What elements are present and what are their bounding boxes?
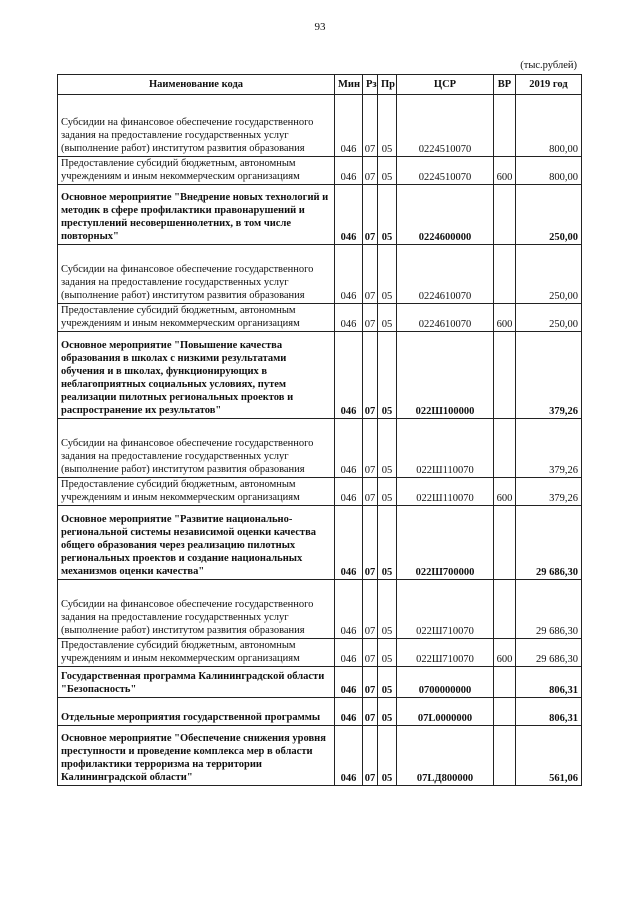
cell-amount: 379,26	[516, 332, 582, 419]
cell-csr: 0224610070	[397, 304, 494, 332]
row-label: Основное мероприятие "Повышение качества образования в школах с низкими результатами обучения и в школах, функционирующих в неблагоприятных социальных условиях, путем реализации пилотных региональных проектов и распространение их результатов"	[61, 340, 294, 416]
page-number: 93	[314, 21, 326, 33]
cell-csr: 022Ш110070	[397, 478, 494, 506]
row-label: Предоставление субсидий бюджетным, автономным учреждениям и иным некоммерческим организациям	[61, 305, 300, 329]
cell-name	[58, 332, 335, 419]
row-label: Предоставление субсидий бюджетным, автономным учреждениям и иным некоммерческим организациям	[61, 640, 300, 664]
row-label: Основное мероприятие "Обеспечение снижения уровня преступности и проведение комплекса мер в области профилактики терроризма на территории Калининградской области"	[61, 733, 326, 783]
row-label: Основное мероприятие "Внедрение новых технологий и методик в сфере профилактики правонарушений и преступлений несовершеннолетних, в том числе повторных"	[61, 192, 329, 242]
cell-rz: 07	[363, 639, 378, 667]
cell-amount: 250,00	[516, 185, 582, 245]
cell-csr: 07L0000000	[397, 698, 494, 726]
row-label: Предоставление субсидий бюджетным, автономным учреждениям и иным некоммерческим организациям	[61, 479, 300, 503]
cell-name	[58, 698, 335, 726]
cell-pr: 05	[378, 726, 397, 786]
cell-amount: 561,06	[516, 726, 582, 786]
cell-vr	[494, 698, 516, 726]
cell-pr: 05	[378, 639, 397, 667]
cell-min: 046	[335, 726, 363, 786]
cell-amount: 250,00	[516, 304, 582, 332]
cell-pr: 05	[378, 185, 397, 245]
cell-csr: 022Ш100000	[397, 332, 494, 419]
cell-min: 046	[335, 478, 363, 506]
cell-min: 046	[335, 332, 363, 419]
cell-min: 046	[335, 580, 363, 639]
cell-pr: 05	[378, 698, 397, 726]
cell-amount: 29 686,30	[516, 580, 582, 639]
cell-csr: 022Ш110070	[397, 419, 494, 478]
cell-rz: 07	[363, 478, 378, 506]
column-header-csr: ЦСР	[397, 75, 494, 95]
cell-vr	[494, 245, 516, 304]
cell-vr	[494, 580, 516, 639]
cell-name	[58, 157, 335, 185]
cell-csr: 022Ш700000	[397, 506, 494, 580]
cell-amount: 806,31	[516, 698, 582, 726]
cell-pr: 05	[378, 245, 397, 304]
cell-pr: 05	[378, 667, 397, 698]
cell-min: 046	[335, 506, 363, 580]
cell-rz: 07	[363, 506, 378, 580]
cell-amount: 806,31	[516, 667, 582, 698]
table-row	[58, 698, 582, 726]
cell-amount: 250,00	[516, 245, 582, 304]
cell-csr: 0700000000	[397, 667, 494, 698]
cell-amount: 379,26	[516, 478, 582, 506]
table-row	[58, 95, 582, 157]
cell-min: 046	[335, 157, 363, 185]
cell-vr	[494, 419, 516, 478]
cell-name	[58, 185, 335, 245]
table-row	[58, 185, 582, 245]
row-label: Основное мероприятие "Развитие национально-региональной системы независимой оценки качества общего образования через реализацию пилотных региональных проектов и создание национальных механизмов оценки качества"	[61, 514, 316, 577]
cell-csr: 07LД800000	[397, 726, 494, 786]
cell-vr	[494, 185, 516, 245]
cell-vr	[494, 506, 516, 580]
column-header-pr: Пр	[378, 75, 397, 95]
cell-vr	[494, 95, 516, 157]
column-header-vr: ВР	[494, 75, 516, 95]
cell-vr: 600	[494, 157, 516, 185]
cell-min: 046	[335, 185, 363, 245]
cell-vr	[494, 726, 516, 786]
table-row	[58, 478, 582, 506]
cell-csr: 0224600000	[397, 185, 494, 245]
cell-name	[58, 304, 335, 332]
cell-amount: 29 686,30	[516, 639, 582, 667]
table-header-row	[58, 75, 582, 95]
cell-min: 046	[335, 419, 363, 478]
cell-rz: 07	[363, 332, 378, 419]
cell-rz: 07	[363, 667, 378, 698]
cell-pr: 05	[378, 580, 397, 639]
row-label: Отдельные мероприятия государственной программы	[61, 712, 321, 723]
cell-pr: 05	[378, 478, 397, 506]
column-header-name: Наименование кода	[58, 75, 335, 95]
column-header-min: Мин	[335, 75, 363, 95]
table-row	[58, 157, 582, 185]
cell-min: 046	[335, 245, 363, 304]
cell-rz: 07	[363, 245, 378, 304]
cell-pr: 05	[378, 304, 397, 332]
cell-name	[58, 506, 335, 580]
cell-csr: 022Ш710070	[397, 639, 494, 667]
row-label: Субсидии на финансовое обеспечение государственного задания на предоставление государственных услуг (выполнение работ) институтом развития образования	[61, 264, 314, 301]
cell-vr: 600	[494, 478, 516, 506]
column-header-year: 2019 год	[516, 75, 582, 95]
cell-vr	[494, 332, 516, 419]
cell-rz: 07	[363, 580, 378, 639]
cell-pr: 05	[378, 506, 397, 580]
cell-amount: 800,00	[516, 157, 582, 185]
cell-rz: 07	[363, 419, 378, 478]
cell-csr: 0224510070	[397, 157, 494, 185]
cell-rz: 07	[363, 726, 378, 786]
cell-vr: 600	[494, 304, 516, 332]
row-label: Субсидии на финансовое обеспечение государственного задания на предоставление государственных услуг (выполнение работ) институтом развития образования	[61, 599, 314, 636]
cell-name	[58, 419, 335, 478]
cell-vr: 600	[494, 639, 516, 667]
row-label: Предоставление субсидий бюджетным, автономным учреждениям и иным некоммерческим организациям	[61, 158, 300, 182]
cell-rz: 07	[363, 185, 378, 245]
cell-pr: 05	[378, 95, 397, 157]
table-row	[58, 419, 582, 478]
cell-csr: 022Ш710070	[397, 580, 494, 639]
cell-min: 046	[335, 667, 363, 698]
cell-name	[58, 245, 335, 304]
column-header-rz: Рз	[363, 75, 378, 95]
table-row	[58, 639, 582, 667]
cell-vr	[494, 667, 516, 698]
cell-name	[58, 95, 335, 157]
row-label: Субсидии на финансовое обеспечение государственного задания на предоставление государственных услуг (выполнение работ) институтом развития образования	[61, 438, 314, 475]
budget-table	[57, 74, 582, 786]
table-row	[58, 332, 582, 419]
cell-rz: 07	[363, 304, 378, 332]
table-row	[58, 506, 582, 580]
cell-rz: 07	[363, 157, 378, 185]
cell-pr: 05	[378, 419, 397, 478]
cell-min: 046	[335, 639, 363, 667]
cell-name	[58, 726, 335, 786]
row-label: Субсидии на финансовое обеспечение государственного задания на предоставление государственных услуг (выполнение работ) институтом развития образования	[61, 117, 314, 154]
cell-min: 046	[335, 698, 363, 726]
cell-min: 046	[335, 304, 363, 332]
cell-csr: 0224510070	[397, 95, 494, 157]
cell-rz: 07	[363, 95, 378, 157]
table-row	[58, 667, 582, 698]
cell-name	[58, 667, 335, 698]
cell-pr: 05	[378, 332, 397, 419]
cell-name	[58, 639, 335, 667]
cell-min: 046	[335, 95, 363, 157]
cell-csr: 0224610070	[397, 245, 494, 304]
cell-amount: 800,00	[516, 95, 582, 157]
cell-pr: 05	[378, 157, 397, 185]
cell-name	[58, 478, 335, 506]
cell-amount: 29 686,30	[516, 506, 582, 580]
table-row	[58, 245, 582, 304]
units-label: (тыс.рублей)	[520, 60, 577, 71]
table-row	[58, 726, 582, 786]
table-row	[58, 580, 582, 639]
row-label: Государственная программа Калининградской области "Безопасность"	[61, 671, 325, 695]
cell-name	[58, 580, 335, 639]
table-row	[58, 304, 582, 332]
cell-rz: 07	[363, 698, 378, 726]
cell-amount: 379,26	[516, 419, 582, 478]
